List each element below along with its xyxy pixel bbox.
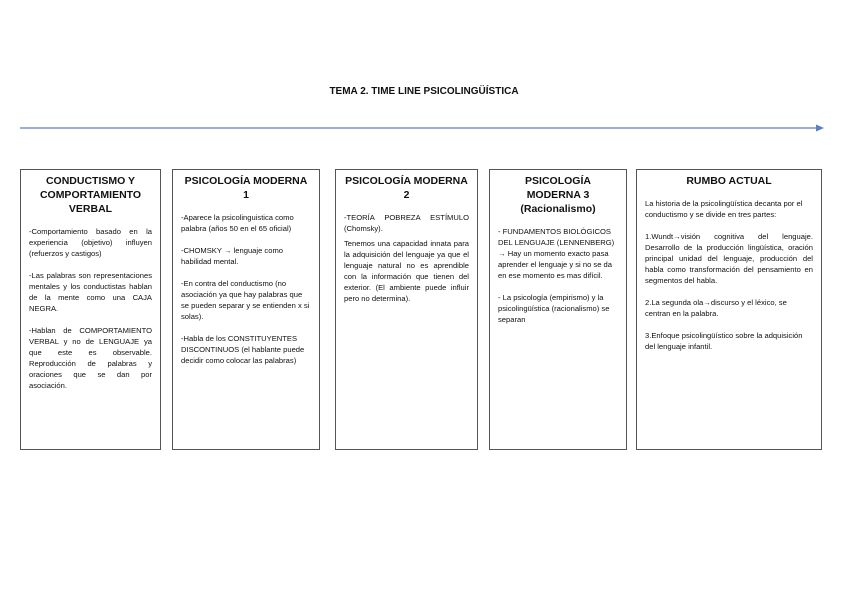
column-title: PSICOLOGÍA MODERNA 2 bbox=[345, 175, 468, 201]
column-psicologia-moderna-2 bbox=[335, 169, 478, 450]
column-body bbox=[645, 198, 813, 352]
column-paragraph: - La psicología (empirismo) y la psicolingüística (racionalismo) se separan bbox=[498, 293, 610, 324]
column-paragraph: -Aparece la psicolinguistica como palabra (años 50 en el 65 oficial) bbox=[181, 213, 294, 233]
column-body bbox=[344, 212, 469, 304]
column-paragraph: - FUNDAMENTOS BIOLÓGICOS DEL LENGUAJE (LENNENBERG) → Hay un momento exacto pasa aprender el lenguaje y si no se da en ese momento es mas difícil. bbox=[498, 227, 615, 280]
page-title: TEMA 2. TIME LINE PSICOLINGÜÍSTICA bbox=[329, 86, 519, 97]
column-paragraph: -TEORÍA POBREZA ESTÍMULO (Chomsky). bbox=[344, 213, 469, 233]
column-paragraph: -Habla de los CONSTITUYENTES DISCONTINUOS (el hablante puede decidir como colocar las palabras) bbox=[181, 334, 305, 365]
column-paragraph: -Las palabras son representaciones mentales y los conductistas hablan de la mente como una CAJA NEGRA. bbox=[29, 271, 152, 313]
column-title: CONDUCTISMO Y COMPORTAMIENTO VERBAL bbox=[39, 175, 142, 215]
column-paragraph: -CHOMSKY → lenguaje como habilidad mental. bbox=[181, 246, 283, 266]
column-title: PSICOLOGÍA MODERNA 1 bbox=[184, 175, 308, 201]
column-conductismo bbox=[20, 169, 161, 450]
column-psicologia-moderna-1 bbox=[172, 169, 320, 450]
column-paragraph: -Hablan de COMPORTAMIENTO VERBAL y no de LENGUAJE ya que este es observable. Reproducción de palabras y oraciones que se dan por asociación. bbox=[29, 326, 152, 390]
column-paragraph: Tenemos una capacidad innata para la adquisición del lenguaje ya que el lenguaje natural no es aprendible con la información que tienen del exterior. (El ambiente puede influir pero no determina). bbox=[344, 239, 469, 303]
arrow-head-icon bbox=[816, 125, 824, 132]
column-paragraph: -Comportamiento basado en la experiencia (objetivo) influyen (refuerzos y castigos) bbox=[29, 227, 152, 258]
column-paragraph: 3.Enfoque psicolingüístico sobre la adquisición del lenguaje infantil. bbox=[645, 331, 803, 351]
column-body bbox=[498, 226, 618, 325]
column-paragraph: -En contra del conductismo (no asociación ya que hay palabras que se pueden separar y se entienden x si solas). bbox=[181, 279, 310, 321]
timeline-arrow bbox=[20, 122, 824, 134]
column-paragraph: La historia de la psicolingüística decanta por el conductismo y se divide en tres partes: bbox=[645, 199, 803, 219]
column-body bbox=[29, 226, 152, 391]
column-psicologia-moderna-3 bbox=[489, 169, 627, 450]
column-title: PSICOLOGÍA MODERNA 3 (Racionalismo) bbox=[520, 175, 596, 215]
column-paragraph: 2.La segunda ola→discurso y el léxico, se centran en la palabra. bbox=[645, 298, 787, 318]
column-body bbox=[181, 212, 311, 366]
column-paragraph: 1.Wundt→visión cognitiva del lenguaje. Desarrollo de la producción lingüística, oración principal unidad del lenguaje, producción del habla como transformación del pensamiento en segmentos del habla. bbox=[645, 232, 813, 285]
column-title: RUMBO ACTUAL bbox=[686, 175, 772, 187]
column-rumbo-actual bbox=[636, 169, 822, 450]
